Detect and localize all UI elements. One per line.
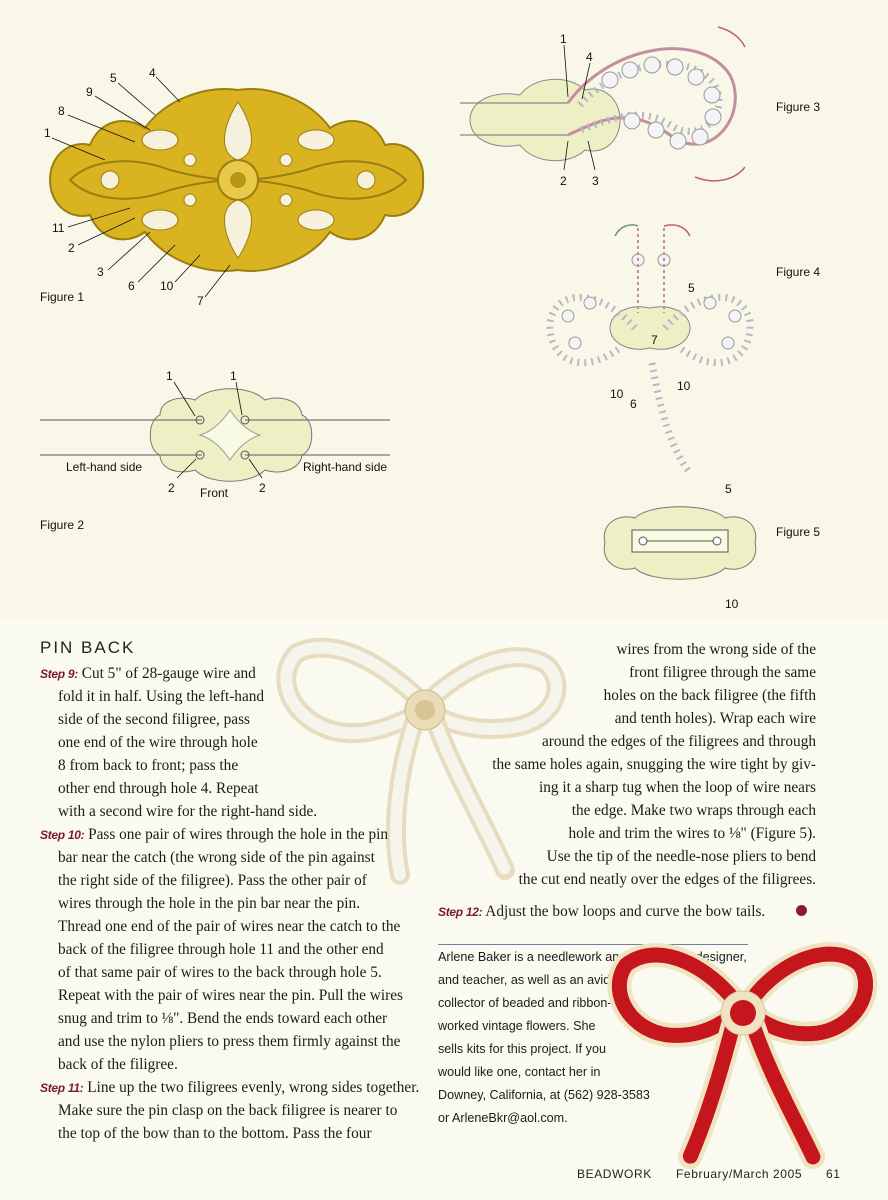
bio-line-8: or ArleneBkr@aol.com. xyxy=(438,1111,568,1125)
step-9-line-4: one end of the wire through hole xyxy=(58,734,258,751)
fig4-callout-5: 5 xyxy=(688,281,695,295)
step-9-line-5: 8 from back to front; pass the xyxy=(58,757,239,774)
col2-line-8: the edge. Make two wraps through each xyxy=(571,802,816,819)
figure-2-label: Figure 2 xyxy=(40,518,85,532)
fig4-callout-10a: 10 xyxy=(610,387,624,401)
fig1-callout-1: 1 xyxy=(44,126,51,140)
step-9-label: Step 9: xyxy=(40,667,78,681)
fig2-callout-2a: 2 xyxy=(168,481,175,495)
step-10-line-1: Step 10: Pass one pair of wires through the hole in the pin xyxy=(40,826,389,843)
section-heading: PIN BACK xyxy=(40,638,136,657)
fig3-callout-3: 3 xyxy=(592,174,599,188)
fig1-callout-10: 10 xyxy=(160,279,174,293)
step-10-line-4: wires through the hole in the pin bar near the pin. xyxy=(58,895,361,912)
fig1-callout-3: 3 xyxy=(97,265,104,279)
fig1-callout-8: 8 xyxy=(58,104,65,118)
step-10-line-6: back of the filigree through hole 11 and the other end xyxy=(58,941,384,958)
left-hand-side-label: Left-hand side xyxy=(66,460,143,474)
col2-line-9: hole and trim the wires to ⅛" (Figure 5). xyxy=(568,825,816,842)
step-9-line-7: with a second wire for the right-hand side. xyxy=(58,803,318,820)
fig2-callout-2b: 2 xyxy=(259,481,266,495)
front-label: Front xyxy=(200,486,229,500)
step-11-line-3: the top of the bow than to the bottom. Pass the four xyxy=(58,1125,372,1142)
right-hand-side-label: Right-hand side xyxy=(303,460,388,474)
footer-magazine: BEADWORK xyxy=(577,1167,652,1181)
gold-filigree-image xyxy=(50,89,423,271)
fig1-callout-11: 11 xyxy=(52,221,65,235)
bio-line-6: would like one, contact her in xyxy=(438,1065,601,1079)
col2-line-7: ing it a sharp tug when the loop of wire nears xyxy=(539,779,816,796)
step-9-line-2: fold it in half. Using the left-hand xyxy=(58,688,265,705)
bio-line-4: worked vintage flowers. She xyxy=(438,1019,596,1033)
step-10-line-2: bar near the catch (the wrong side of the pin against xyxy=(58,849,375,866)
step-12-line: Step 12: Adjust the bow loops and curve the bow tails. xyxy=(438,903,766,920)
col2-line-2: front filigree through the same xyxy=(629,664,816,681)
fig4-callout-10b: 10 xyxy=(677,379,691,393)
step-11-line-2: Make sure the pin clasp on the back filigree is nearer to xyxy=(58,1102,398,1119)
footer-issue: February/March 2005 xyxy=(676,1167,803,1181)
figure-3-label: Figure 3 xyxy=(776,100,821,114)
fig1-callout-6: 6 xyxy=(128,279,135,293)
step-10-line-3: the right side of the filigree). Pass the other pair of xyxy=(58,872,367,889)
figure-1-illustration xyxy=(30,60,430,320)
figure-4-illustration xyxy=(540,218,770,488)
step-10-line-11: back of the filigree. xyxy=(58,1056,178,1073)
step-10-line-8: Repeat with the pair of wires near the pin. Pull the wires xyxy=(58,987,403,1004)
step-9-line-1: Step 9: Cut 5" of 28-gauge wire and xyxy=(40,665,256,682)
footer-page-number: 61 xyxy=(826,1167,841,1181)
col2-line-6: the same holes again, snugging the wire tight by giv- xyxy=(492,756,816,773)
bio-line-7: Downey, California, at (562) 928-3583 xyxy=(438,1088,650,1102)
step-9-line-6: other end through hole 4. Repeat xyxy=(58,780,259,797)
col2-line-4: and tenth holes). Wrap each wire xyxy=(614,710,816,727)
figure-4-label: Figure 4 xyxy=(776,265,821,279)
col2-line-3: holes on the back filigree (the fifth xyxy=(603,687,816,704)
fig4-callout-6: 6 xyxy=(630,397,637,411)
col2-line-5: around the edges of the filigrees and through xyxy=(542,733,816,750)
step-10-line-5: Thread one end of the pair of wires near the catch to the xyxy=(58,918,401,935)
red-bow-photo xyxy=(608,935,878,1175)
fig1-callout-9: 9 xyxy=(86,85,93,99)
bio-line-1: Arlene Baker is a needlework and bead artist, designer, xyxy=(438,950,747,964)
end-mark-icon xyxy=(796,905,807,916)
bio-line-3: collector of beaded and ribbon- xyxy=(438,996,612,1010)
bio-line-5: sells kits for this project. If you xyxy=(438,1042,606,1056)
fig3-callout-4: 4 xyxy=(586,50,593,64)
step-9-line-3: side of the second filigree, pass xyxy=(58,711,251,728)
fig1-callout-7: 7 xyxy=(197,294,204,308)
figure-5-label: Figure 5 xyxy=(776,525,821,539)
fig5-callout-5: 5 xyxy=(725,482,732,496)
step-10-line-9: snug and trim to ⅛". Bend the ends toward each other xyxy=(58,1010,388,1027)
fig1-callout-4: 4 xyxy=(149,66,156,80)
col2-line-10: Use the tip of the needle-nose pliers to bend xyxy=(546,848,816,865)
step-10-label: Step 10: xyxy=(40,828,85,842)
fig2-callout-1b: 1 xyxy=(230,369,237,383)
col2-line-11: the cut end neatly over the edges of the filigrees. xyxy=(518,871,816,888)
fig1-callout-5: 5 xyxy=(110,71,117,85)
step-11-label: Step 11: xyxy=(40,1081,84,1095)
col2-line-1: wires from the wrong side of the xyxy=(616,641,816,658)
step-10-line-7: of that same pair of wires to the back through hole 5. xyxy=(58,964,382,981)
step-12-label: Step 12: xyxy=(438,905,483,919)
bio-line-2: and teacher, as well as an avid xyxy=(438,973,611,987)
fig3-callout-1: 1 xyxy=(560,32,567,46)
step-10-line-10: and use the nylon pliers to press them firmly against the xyxy=(58,1033,401,1050)
fig2-callout-1a: 1 xyxy=(166,369,173,383)
figure-3-illustration xyxy=(460,25,760,205)
fig4-callout-7: 7 xyxy=(651,333,658,347)
fig1-callout-2: 2 xyxy=(68,241,75,255)
fig3-callout-2: 2 xyxy=(560,174,567,188)
figure-5-illustration xyxy=(590,478,770,618)
fig5-callout-10: 10 xyxy=(725,597,739,611)
step-11-line-1: Step 11: Line up the two filigrees evenly, wrong sides together. xyxy=(40,1079,420,1096)
figure-1-label: Figure 1 xyxy=(40,290,85,304)
